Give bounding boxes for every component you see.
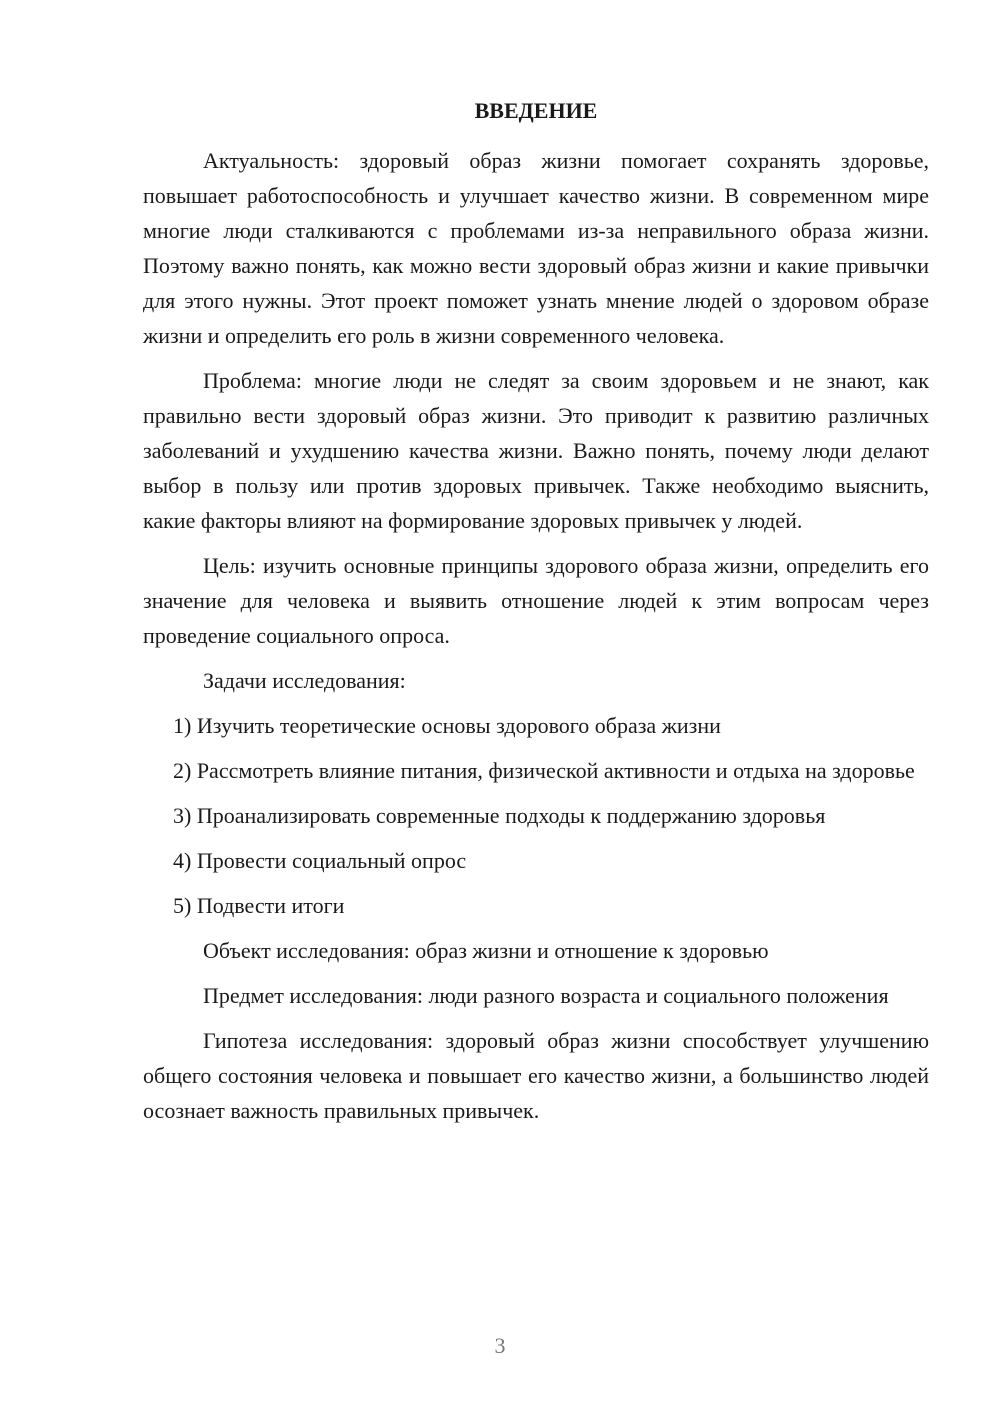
page-content xyxy=(143,93,929,1138)
hypothesis-paragraph: Гипотеза исследования: здоровый образ жизни способствует улучшению общего состояния человека и повышает его качество жизни, а большинство людей осознает важность правильных привычек. xyxy=(143,1028,929,1123)
goal-paragraph: Цель: изучить основные принципы здорового образа жизни, определить его значение для человека и выявить отношение людей к этим вопросам через проведение социального опроса. xyxy=(143,553,929,648)
task-item: 1) Изучить теоретические основы здорового образа жизни xyxy=(173,713,721,738)
tasks-heading: Задачи исследования: xyxy=(203,668,406,693)
task-item: 3) Проанализировать современные подходы к поддержанию здоровья xyxy=(173,803,826,828)
task-item: 2) Рассмотреть влияние питания, физической активности и отдыха на здоровье xyxy=(173,758,915,783)
task-item: 5) Подвести итоги xyxy=(173,893,345,918)
problem-paragraph: Проблема: многие люди не следят за своим здоровьем и не знают, как правильно вести здоровый образ жизни. Это приводит к развитию различных заболеваний и ухудшению качества жизни. Важно понять, почему люди делают выбор в пользу или против здоровых привычек. Также необходимо выяснить, какие факторы влияют на формирование здоровых привычек у людей. xyxy=(143,368,929,533)
relevance-paragraph: Актуальность: здоровый образ жизни помогает сохранять здоровье, повышает работоспособность и улучшает качество жизни. В современном мире многие люди сталкиваются с проблемами из-за неправильного образа жизни. Поэтому важно понять, как можно вести здоровый образ жизни и какие привычки для этого нужны. Этот проект поможет узнать мнение людей о здоровом образе жизни и определить его роль в жизни современного человека. xyxy=(143,148,929,348)
object-paragraph: Объект исследования: образ жизни и отношение к здоровью xyxy=(203,938,769,963)
page-title: ВВЕДЕНИЕ xyxy=(474,98,598,123)
task-item: 4) Провести социальный опрос xyxy=(173,848,467,873)
page-number: 3 xyxy=(494,1333,506,1358)
subject-paragraph: Предмет исследования: люди разного возраста и социального положения xyxy=(203,983,889,1008)
